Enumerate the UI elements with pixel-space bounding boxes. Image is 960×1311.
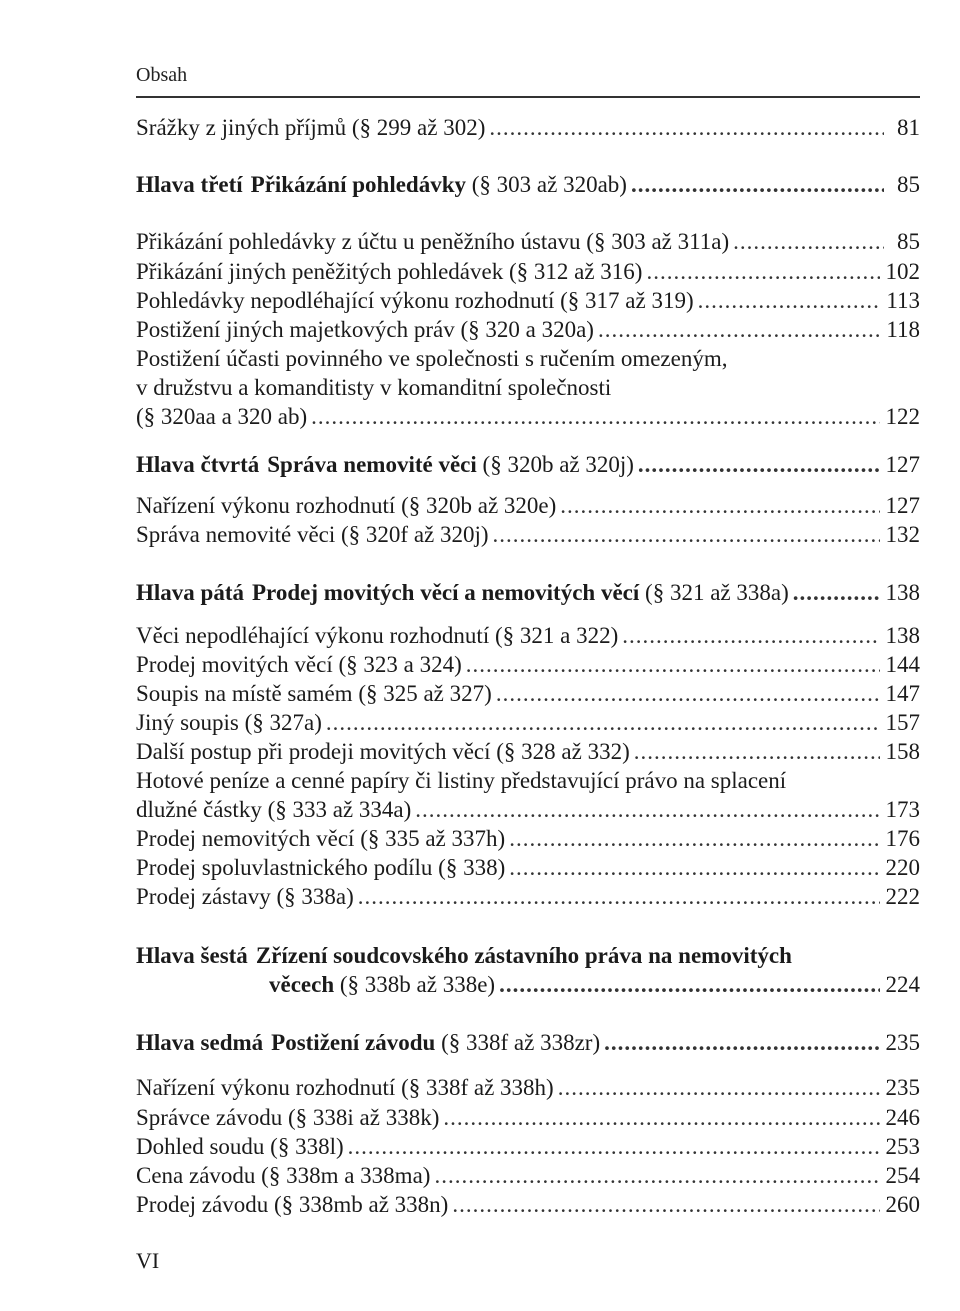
dot-leader xyxy=(733,227,884,257)
dot-leader xyxy=(496,679,880,709)
toc-page-number: 157 xyxy=(885,710,920,735)
toc-entry-title: Postižení jiných majetkových práv (§ 320 a 320a) xyxy=(136,317,594,342)
dot-leader xyxy=(434,1161,879,1191)
toc-entry-title: Správa nemovité věci (§ 320f až 320j) xyxy=(136,522,489,547)
toc-page-number: 260 xyxy=(885,1192,920,1217)
dot-leader xyxy=(466,650,880,680)
chapter-title: Postižení závodu xyxy=(271,1030,436,1055)
toc-entry xyxy=(136,650,920,680)
chapter-title: Zřízení soudcovského zástavního práva na nemovitých xyxy=(255,943,792,968)
toc-entry xyxy=(136,113,920,143)
toc-page-number: 144 xyxy=(885,652,920,677)
dot-leader xyxy=(415,795,879,825)
header-rule xyxy=(136,96,920,98)
dot-leader xyxy=(452,1190,879,1220)
toc-entry-title: Pohledávky nepodléhající výkonu rozhodnutí (§ 317 až 319) xyxy=(136,288,694,313)
chapter-label: Hlava sedmá xyxy=(136,1030,264,1055)
dot-leader xyxy=(558,1073,880,1103)
toc-entry-title: Nařízení výkonu rozhodnutí (§ 338f až 338h) xyxy=(136,1075,554,1100)
toc-entry-title: Přikázání jiných peněžitých pohledávek (§ 312 až 316) xyxy=(136,259,643,284)
toc-page-number: 254 xyxy=(885,1163,920,1188)
toc-page-number: 173 xyxy=(885,797,920,822)
toc-entry-line: Postižení účasti povinného ve společnosti s ručením omezeným, xyxy=(136,346,728,371)
dot-leader xyxy=(443,1103,879,1133)
toc-page-number: 246 xyxy=(885,1105,920,1130)
toc-entry xyxy=(136,737,920,767)
toc-page-number: 122 xyxy=(885,404,920,429)
toc-entry xyxy=(136,679,920,709)
toc-page-number: 85 xyxy=(897,172,920,197)
toc-page-number: 158 xyxy=(885,739,920,764)
toc-page-number: 102 xyxy=(885,259,920,284)
toc-entry xyxy=(136,520,920,550)
toc-entry xyxy=(136,1103,920,1133)
toc-entry-title: Další postup při prodeji movitých věcí (§ 328 až 332) xyxy=(136,739,630,764)
toc-entry xyxy=(136,491,920,521)
toc-entry xyxy=(136,882,920,912)
dot-leader xyxy=(622,621,879,651)
toc-entry-title: Jiný soupis (§ 327a) xyxy=(136,710,322,735)
toc-entry-title: Prodej movitých věcí (§ 323 a 324) xyxy=(136,652,462,677)
chapter-sections: (§ 338f až 338zr) xyxy=(441,1030,601,1055)
chapter-sections: (§ 303 až 320ab) xyxy=(471,172,627,197)
dot-leader xyxy=(358,882,880,912)
dot-leader xyxy=(499,970,879,1000)
toc-entry xyxy=(136,824,920,854)
toc-page-number: 85 xyxy=(897,229,920,254)
toc-entry-title: Přikázání pohledávky z účtu u peněžního ústavu (§ 303 až 311a) xyxy=(136,229,730,254)
toc-entry-title: Cena závodu (§ 338m a 338ma) xyxy=(136,1163,431,1188)
chapter-sections: (§ 320b až 320j) xyxy=(482,452,634,477)
toc-entry xyxy=(136,621,920,651)
toc-chapter-heading xyxy=(136,578,920,608)
dot-leader xyxy=(631,170,884,200)
toc-entry-title: Soupis na místě samém (§ 325 až 327) xyxy=(136,681,492,706)
toc-entry xyxy=(136,795,920,825)
toc-page-number: 222 xyxy=(885,884,920,909)
dot-leader xyxy=(604,1028,879,1058)
toc-page-number: 176 xyxy=(885,826,920,851)
toc-entry-title: Prodej zástavy (§ 338a) xyxy=(136,884,354,909)
chapter-label: Hlava třetí xyxy=(136,172,243,197)
chapter-sections: (§ 321 až 338a) xyxy=(645,580,789,605)
chapter-label: Hlava šestá xyxy=(136,943,248,968)
toc-chapter-heading xyxy=(136,1028,920,1058)
toc-page-number: 81 xyxy=(897,115,920,140)
page-number: VI xyxy=(136,1248,160,1273)
toc-entry-title: Prodej závodu (§ 338mb až 338n) xyxy=(136,1192,449,1217)
running-header: Obsah xyxy=(136,64,188,86)
toc-entry-title: Nařízení výkonu rozhodnutí (§ 320b až 320e) xyxy=(136,493,557,518)
dot-leader xyxy=(598,315,880,345)
dot-leader xyxy=(634,737,880,767)
chapter-sections: (§ 338b až 338e) xyxy=(339,972,496,997)
dot-leader xyxy=(348,1132,880,1162)
toc-entry xyxy=(136,853,920,883)
dot-leader xyxy=(560,491,879,521)
toc-page-number: 235 xyxy=(885,1030,920,1055)
toc-entry xyxy=(136,1132,920,1162)
toc-entry-title: Správce závodu (§ 338i až 338k) xyxy=(136,1105,440,1130)
chapter-title-continued: věcech xyxy=(269,972,335,997)
toc-entry-line: v družstvu a komanditisty v komanditní společnosti xyxy=(136,375,612,400)
toc-page-number: 127 xyxy=(885,452,920,477)
toc-page-number: 138 xyxy=(885,623,920,648)
dot-leader xyxy=(326,708,880,738)
chapter-title: Přikázání pohledávky xyxy=(250,172,467,197)
toc-entry xyxy=(136,315,920,345)
toc-page-number: 113 xyxy=(886,288,920,313)
toc-entry xyxy=(136,257,920,287)
toc-entry xyxy=(136,1073,920,1103)
toc-entry xyxy=(136,1161,920,1191)
toc-page-number: 127 xyxy=(885,493,920,518)
toc-entry-title: Prodej nemovitých věcí (§ 335 až 337h) xyxy=(136,826,506,851)
toc-entry-line: Hotové peníze a cenné papíry či listiny představující právo na splacení xyxy=(136,768,787,793)
dot-leader xyxy=(698,286,881,316)
toc-entry-title: Věci nepodléhající výkonu rozhodnutí (§ 321 a 322) xyxy=(136,623,619,648)
toc-entry xyxy=(136,1190,920,1220)
toc-page-number: 147 xyxy=(885,681,920,706)
toc-page-number: 220 xyxy=(885,855,920,880)
toc-entry xyxy=(136,708,920,738)
toc-chapter-heading xyxy=(136,941,792,971)
toc-entry xyxy=(136,227,920,257)
toc-chapter-heading xyxy=(136,450,920,480)
toc-entry-title: Prodej spoluvlastnického podílu (§ 338) xyxy=(136,855,506,880)
toc-chapter-heading-continued xyxy=(269,970,920,1000)
dot-leader xyxy=(509,853,879,883)
toc-page-number: 253 xyxy=(885,1134,920,1159)
toc-entry-title: (§ 320aa a 320 ab) xyxy=(136,404,308,429)
chapter-label: Hlava pátá xyxy=(136,580,244,605)
toc-entry xyxy=(136,286,920,316)
dot-leader xyxy=(646,257,879,287)
toc-entry-title: Srážky z jiných příjmů (§ 299 až 302) xyxy=(136,115,486,140)
toc-entry xyxy=(136,402,920,432)
toc-page-number: 138 xyxy=(885,580,920,605)
dot-leader xyxy=(509,824,879,854)
toc-page-number: 132 xyxy=(885,522,920,547)
chapter-title: Prodej movitých věcí a nemovitých věcí xyxy=(251,580,640,605)
toc-page-number: 118 xyxy=(886,317,920,342)
chapter-label: Hlava čtvrtá xyxy=(136,452,260,477)
dot-leader xyxy=(638,450,880,480)
chapter-title: Správa nemovité věci xyxy=(267,452,477,477)
dot-leader xyxy=(311,402,879,432)
dot-leader xyxy=(793,578,880,608)
toc-entry-title: Dohled soudu (§ 338l) xyxy=(136,1134,344,1159)
toc-chapter-heading xyxy=(136,170,920,200)
dot-leader xyxy=(489,113,884,143)
toc-entry-title: dlužné částky (§ 333 až 334a) xyxy=(136,797,412,822)
toc-page-number: 235 xyxy=(885,1075,920,1100)
toc-page-number: 224 xyxy=(885,972,920,997)
dot-leader xyxy=(493,520,880,550)
